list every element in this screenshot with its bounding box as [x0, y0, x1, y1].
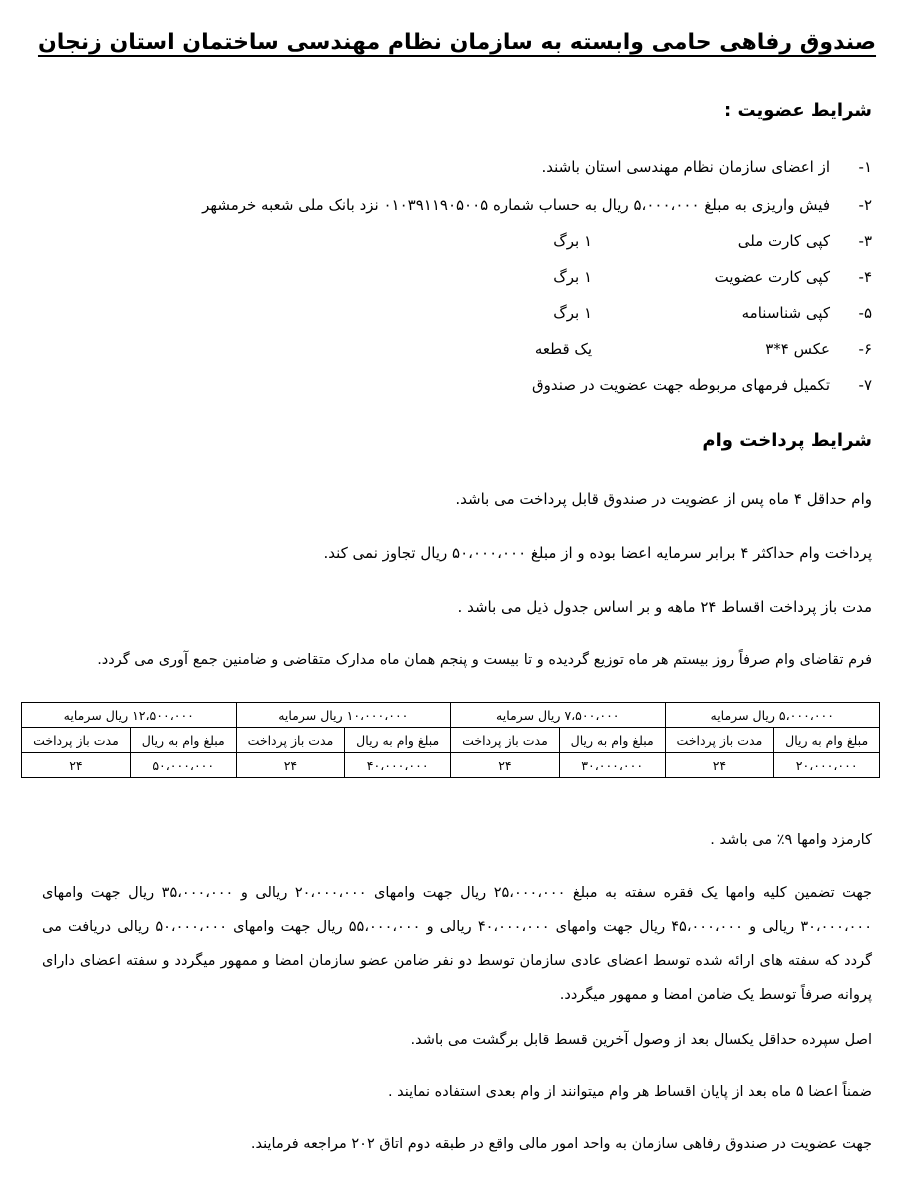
- item-number: ۲-: [858, 196, 872, 214]
- loan-table: [21, 702, 880, 778]
- item-text: تکمیل فرمهای مربوطه جهت عضویت در صندوق: [531, 376, 830, 394]
- item-number: ۱-: [858, 158, 872, 176]
- item-quantity: یک قطعه: [534, 340, 592, 358]
- loan-paragraph: وام حداقل ۴ ماه پس از عضویت در صندوق قابل پرداخت می باشد.: [455, 490, 872, 508]
- loan-amount: ۲۰،۰۰۰،۰۰۰: [774, 753, 880, 778]
- capital-header: ۱۲،۵۰۰،۰۰۰ ریال سرمایه: [22, 703, 237, 728]
- loan-amount: ۳۰،۰۰۰،۰۰۰: [559, 753, 665, 778]
- item-text: کپی کارت عضویت: [714, 268, 830, 286]
- term-label: مدت باز پرداخت: [236, 728, 345, 753]
- item-number: ۷-: [858, 376, 872, 394]
- item-quantity: ۱ برگ: [553, 304, 592, 322]
- membership-item: [202, 196, 872, 214]
- membership-item: [532, 340, 872, 358]
- item-number: ۶-: [858, 340, 872, 358]
- membership-item: [532, 232, 872, 250]
- capital-header: ۱۰،۰۰۰،۰۰۰ ریال سرمایه: [236, 703, 450, 728]
- deposit-note: اصل سپرده حداقل یکسال بعد از وصول آخرین قسط قابل برگشت می باشد.: [410, 1032, 872, 1048]
- loan-amount: ۴۰،۰۰۰،۰۰۰: [345, 753, 451, 778]
- membership-item: [541, 158, 872, 176]
- item-number: ۳-: [858, 232, 872, 250]
- amount-label: مبلغ وام به ریال: [130, 728, 236, 753]
- membership-item: [532, 268, 872, 286]
- term-label: مدت باز پرداخت: [451, 728, 560, 753]
- item-text: کپی شناسنامه: [741, 304, 830, 322]
- item-number: ۵-: [858, 304, 872, 322]
- item-text: کپی کارت ملی: [737, 232, 830, 250]
- loan-term: ۲۴: [451, 753, 560, 778]
- table-row: [22, 753, 880, 778]
- capital-header: ۷،۵۰۰،۰۰۰ ریال سرمایه: [451, 703, 665, 728]
- loan-amount: ۵۰،۰۰۰،۰۰۰: [130, 753, 236, 778]
- loan-paragraph: پرداخت وام حداکثر ۴ برابر سرمایه اعضا بوده و از مبلغ ۵۰،۰۰۰،۰۰۰ ریال تجاوز نمی کند.: [323, 544, 872, 562]
- loan-heading: شرایط پرداخت وام: [702, 430, 872, 451]
- next-loan-note: ضمناً اعضا ۵ ماه بعد از پایان اقساط هر وام میتوانند از وام بعدی استفاده نمایند .: [387, 1084, 872, 1100]
- item-text: عکس ۴*۳: [765, 340, 830, 358]
- table-header-row: [22, 703, 880, 728]
- membership-item: [532, 304, 872, 322]
- document-title: صندوق رفاهی حامی وابسته به سازمان نظام مهندسی ساختمان استان زنجان: [37, 30, 877, 55]
- loan-paragraph: فرم تقاضای وام صرفاً روز بیستم هر ماه توزیع گردیده و تا بیست و پنجم همان ماه مدارک متقاضی و ضامنین جمع آوری می گردد.: [97, 652, 872, 668]
- item-quantity: ۱ برگ: [553, 268, 592, 286]
- loan-term: ۲۴: [236, 753, 345, 778]
- capital-header: ۵،۰۰۰،۰۰۰ ریال سرمایه: [665, 703, 879, 728]
- item-number: ۴-: [858, 268, 872, 286]
- term-label: مدت باز پرداخت: [22, 728, 131, 753]
- term-label: مدت باز پرداخت: [665, 728, 774, 753]
- guarantee-paragraph: جهت تضمین کلیه وامها یک فقره سفته به مبلغ ۲۵،۰۰۰،۰۰۰ ریال جهت وامهای ۲۰،۰۰۰،۰۰۰ ریالی و ۳۵،۰۰۰،۰۰۰ ریال جهت وامهای ۳۰،۰۰۰،۰۰۰ ریالی و ۴۵،۰۰۰،۰۰۰ ریال جهت وامهای ۴۰،۰۰۰،۰۰۰ ریالی و ۵۵،۰۰۰،۰۰۰ ریال جهت وامهای ۵۰،۰۰۰،۰۰۰ ریالی دریافت می گردد که سفته های ارائه شده توسط اعضای عادی سازمان توسط دو نفر ضامن عضو سازمان امضا و ممهور میگردد و سفته اعضای دارای پروانه صرفاً توسط یک ضامن امضا و ممهور میگردد.: [42, 885, 873, 1003]
- item-text: فیش واریزی به مبلغ ۵،۰۰۰،۰۰۰ ریال به حساب شماره ۰۱۰۳۹۱۱۹۰۵۰۰۵ نزد بانک ملی شعبه خرمشهر: [202, 196, 830, 214]
- contact-note: جهت عضویت در صندوق رفاهی سازمان به واحد امور مالی واقع در طبقه دوم اتاق ۲۰۲ مراجعه فرمایند.: [250, 1136, 872, 1152]
- membership-heading: شرایط عضویت :: [724, 100, 872, 121]
- membership-item: [532, 376, 872, 394]
- amount-label: مبلغ وام به ریال: [559, 728, 665, 753]
- item-quantity: ۱ برگ: [553, 232, 592, 250]
- loan-term: ۲۴: [22, 753, 131, 778]
- amount-label: مبلغ وام به ریال: [345, 728, 451, 753]
- table-subheader-row: [22, 728, 880, 753]
- item-text: از اعضای سازمان نظام مهندسی استان باشند.: [541, 158, 830, 176]
- amount-label: مبلغ وام به ریال: [774, 728, 880, 753]
- fee-note: کارمزد وامها ۹٪ می باشد .: [710, 832, 872, 848]
- loan-term: ۲۴: [665, 753, 774, 778]
- loan-paragraph: مدت باز پرداخت اقساط ۲۴ ماهه و بر اساس جدول ذیل می باشد .: [457, 598, 872, 616]
